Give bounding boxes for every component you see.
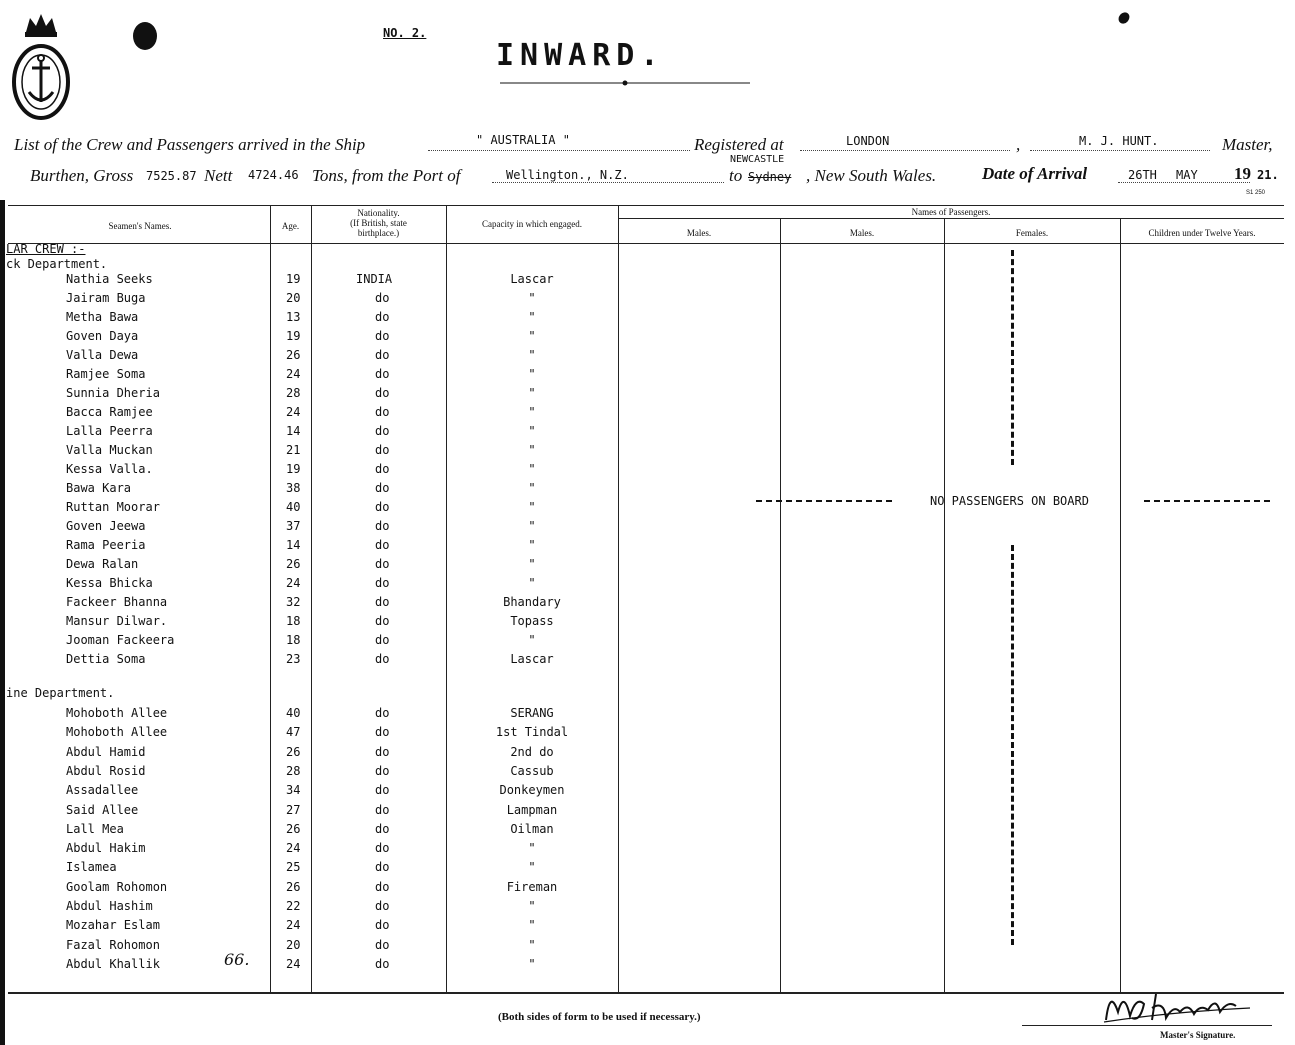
- seaman-capacity: ": [528, 405, 536, 419]
- seaman-nationality: do: [375, 367, 390, 381]
- seaman-name: Fazal Rohomon: [66, 938, 160, 952]
- seaman-name: Said Allee: [66, 803, 139, 817]
- ink-mark: [1116, 10, 1131, 26]
- seaman-nationality: do: [375, 764, 390, 778]
- section-crew: LAR CREW :-: [6, 242, 86, 256]
- signature-label: Master's Signature.: [1160, 1030, 1236, 1040]
- nationality-line-2: (If British, state: [350, 218, 407, 228]
- seaman-capacity: ": [528, 462, 536, 476]
- seaman-name: Goolam Rohomon: [66, 880, 168, 894]
- seaman-age: 19: [286, 329, 301, 343]
- arrival-year-prefix: 19: [1234, 164, 1251, 183]
- ship-field-line: [428, 150, 690, 151]
- seaman-capacity: ": [528, 500, 536, 514]
- seaman-nationality: do: [375, 519, 390, 533]
- seaman-capacity: ": [528, 386, 536, 400]
- seaman-capacity: Cassub: [510, 764, 554, 778]
- port-from: Wellington., N.Z.: [506, 168, 629, 182]
- seaman-name: Islamea: [66, 860, 117, 874]
- seaman-nationality: do: [375, 576, 390, 590]
- seaman-age: 24: [286, 841, 301, 855]
- col-divider-children: [1120, 218, 1121, 992]
- table-bottom-rule: [8, 992, 1284, 994]
- seaman-capacity: ": [528, 899, 536, 913]
- seaman-age: 20: [286, 938, 301, 952]
- seaman-age: 20: [286, 291, 301, 305]
- seaman-age: 24: [286, 918, 301, 932]
- gross-tonnage: 7525.87: [146, 169, 197, 183]
- table-header-rule: [8, 243, 1284, 244]
- seaman-capacity: Lascar: [510, 652, 554, 666]
- seaman-capacity: ": [528, 860, 536, 874]
- seaman-nationality: do: [375, 783, 390, 797]
- seaman-age: 18: [286, 614, 301, 628]
- seaman-nationality: do: [375, 557, 390, 571]
- seaman-age: 47: [286, 725, 301, 739]
- seaman-nationality: do: [375, 595, 390, 609]
- col-header-nationality: [311, 208, 446, 238]
- seaman-nationality: do: [375, 841, 390, 855]
- seaman-name: Abdul Rosid: [66, 764, 146, 778]
- seaman-capacity: ": [528, 538, 536, 552]
- seaman-capacity: ": [528, 329, 536, 343]
- col-header-females: Females.: [1015, 228, 1049, 238]
- seaman-name: Rama Peeria: [66, 538, 146, 552]
- seaman-age: 27: [286, 803, 301, 817]
- seaman-name: Lall Mea: [66, 822, 124, 836]
- no-passengers-note: NO PASSENGERS ON BOARD: [930, 494, 1089, 508]
- seaman-age: 18: [286, 633, 301, 647]
- col-header-age: Age.: [281, 221, 300, 231]
- to-label: to: [729, 166, 743, 185]
- females-dash-upper: [1011, 250, 1014, 465]
- seaman-age: 26: [286, 880, 301, 894]
- females-dash-lower: [1011, 545, 1014, 945]
- seaman-name: Ruttan Moorar: [66, 500, 160, 514]
- seaman-name: Valla Muckan: [66, 443, 153, 457]
- seaman-name: Mansur Dilwar.: [66, 614, 168, 628]
- seaman-name: Abdul Hashim: [66, 899, 153, 913]
- seaman-age: 24: [286, 957, 301, 971]
- seaman-age: 26: [286, 745, 301, 759]
- seaman-capacity: ": [528, 576, 536, 590]
- seaman-name: Sunnia Dheria: [66, 386, 160, 400]
- nett-tonnage: 4724.46: [248, 168, 299, 182]
- col-header-seamen: Seamen's Names.: [108, 221, 172, 231]
- seaman-capacity: SERANG: [510, 706, 554, 720]
- ink-blot: [133, 22, 157, 50]
- seaman-nationality: do: [375, 899, 390, 913]
- arrival-day: 26TH: [1128, 168, 1157, 182]
- seaman-age: 13: [286, 310, 301, 324]
- seaman-nationality: do: [375, 424, 390, 438]
- header-comma: ,: [1016, 135, 1021, 154]
- registered-at: LONDON: [846, 134, 890, 148]
- seaman-age: 26: [286, 822, 301, 836]
- seaman-nationality: do: [375, 822, 390, 836]
- seaman-nationality: do: [375, 652, 390, 666]
- form-number: NO. 2.: [383, 26, 427, 40]
- seaman-nationality: do: [375, 918, 390, 932]
- section-engine: ine Department.: [6, 686, 115, 700]
- seaman-name: Kessa Bhicka: [66, 576, 153, 590]
- title-ornament: [500, 80, 750, 86]
- seaman-nationality: do: [375, 291, 390, 305]
- seaman-name: Goven Daya: [66, 329, 139, 343]
- seaman-nationality: do: [375, 310, 390, 324]
- seaman-capacity: ": [528, 424, 536, 438]
- seaman-name: Bawa Kara: [66, 481, 132, 495]
- seaman-name: Mozahar Eslam: [66, 918, 160, 932]
- seaman-name: Dettia Soma: [66, 652, 146, 666]
- left-margin-bar: [0, 200, 5, 1045]
- col-divider-nationality: [311, 205, 312, 992]
- seaman-nationality: do: [375, 348, 390, 362]
- seaman-name: Jooman Fackeera: [66, 633, 175, 647]
- section-deck: ck Department.: [6, 257, 108, 271]
- col-header-passengers: Names of Passengers.: [911, 207, 991, 217]
- passengers-subhead-rule: [618, 218, 1284, 219]
- seaman-name: Bacca Ramjee: [66, 405, 153, 419]
- shipping-office-seal: [10, 10, 72, 122]
- seaman-capacity: 1st Tindal: [495, 725, 569, 739]
- seaman-age: 24: [286, 576, 301, 590]
- seaman-age: 23: [286, 652, 301, 666]
- col-header-males-1: Males.: [686, 228, 712, 238]
- seaman-name: Jairam Buga: [66, 291, 146, 305]
- seaman-name: Nathia Seeks: [66, 272, 153, 286]
- port-to-typed: NEWCASTLE: [730, 154, 785, 165]
- form-code: S1 250: [1246, 190, 1266, 196]
- col-header-children: Children under Twelve Years.: [1148, 228, 1256, 238]
- seaman-age: 40: [286, 706, 301, 720]
- arrival-field-line: [1118, 182, 1250, 183]
- seaman-capacity: ": [528, 291, 536, 305]
- master-field-line: [1030, 150, 1210, 151]
- seaman-nationality: do: [375, 803, 390, 817]
- seaman-age: 28: [286, 764, 301, 778]
- seaman-age: 24: [286, 367, 301, 381]
- seaman-nationality: do: [375, 725, 390, 739]
- seaman-age: 34: [286, 783, 301, 797]
- seaman-name: Abdul Khallik: [66, 957, 160, 971]
- seaman-capacity: Oilman: [510, 822, 554, 836]
- col-divider-passengers: [618, 205, 619, 992]
- master-name: M. J. HUNT.: [1079, 134, 1159, 148]
- seaman-capacity: ": [528, 938, 536, 952]
- seaman-age: 14: [286, 424, 301, 438]
- seaman-name: Kessa Valla.: [66, 462, 153, 476]
- seaman-capacity: ": [528, 519, 536, 533]
- seaman-nationality: do: [375, 500, 390, 514]
- seaman-name: Dewa Ralan: [66, 557, 139, 571]
- seaman-capacity: ": [528, 443, 536, 457]
- port-to-struck: Sydney: [748, 170, 792, 184]
- seaman-nationality: do: [375, 386, 390, 400]
- seaman-name: Abdul Hamid: [66, 745, 146, 759]
- seaman-capacity: Lampman: [506, 803, 558, 817]
- seaman-name: Goven Jeewa: [66, 519, 146, 533]
- seaman-capacity: Fireman: [506, 880, 558, 894]
- seaman-age: 24: [286, 405, 301, 419]
- males-dash: [756, 500, 892, 502]
- seaman-nationality: do: [375, 329, 390, 343]
- col-divider-age: [270, 205, 271, 992]
- master-signature: [1100, 982, 1260, 1026]
- seaman-name: Ramjee Soma: [66, 367, 146, 381]
- seaman-capacity: ": [528, 918, 536, 932]
- seaman-name: Fackeer Bhanna: [66, 595, 168, 609]
- arrival-label: Date of Arrival: [982, 164, 1088, 183]
- signature-line: [1022, 1025, 1272, 1026]
- seaman-capacity: 2nd do: [510, 745, 554, 759]
- seaman-age: 19: [286, 272, 301, 286]
- seaman-capacity: ": [528, 348, 536, 362]
- seaman-age: 14: [286, 538, 301, 552]
- footer-note: (Both sides of form to be used if necessary.): [498, 1011, 701, 1023]
- seaman-nationality: INDIA: [356, 272, 393, 286]
- registered-field-line: [800, 150, 1010, 151]
- children-dash: [1144, 500, 1270, 502]
- seaman-age: 22: [286, 899, 301, 913]
- seaman-nationality: do: [375, 957, 390, 971]
- nationality-line-3: birthplace.): [357, 228, 400, 238]
- tons-label: Tons, from the Port of: [312, 166, 461, 185]
- seaman-nationality: do: [375, 706, 390, 720]
- seaman-name: Mohoboth Allee: [66, 725, 168, 739]
- seaman-name: Lalla Peerra: [66, 424, 153, 438]
- seaman-age: 38: [286, 481, 301, 495]
- seaman-age: 28: [286, 386, 301, 400]
- seaman-nationality: do: [375, 538, 390, 552]
- seaman-capacity: ": [528, 957, 536, 971]
- form-title: INWARD.: [496, 38, 665, 73]
- master-label: Master,: [1222, 135, 1273, 154]
- seaman-nationality: do: [375, 880, 390, 894]
- seaman-capacity: Bhandary: [503, 595, 561, 609]
- seaman-age: 21: [286, 443, 301, 457]
- seaman-age: 19: [286, 462, 301, 476]
- seaman-nationality: do: [375, 938, 390, 952]
- ship-name: " AUSTRALIA ": [476, 133, 570, 147]
- seaman-capacity: ": [528, 367, 536, 381]
- arrival-month: MAY: [1176, 168, 1198, 182]
- seaman-age: 40: [286, 500, 301, 514]
- nett-label: Nett: [204, 166, 233, 185]
- nsw-label: , New South Wales.: [806, 166, 937, 185]
- seaman-nationality: do: [375, 745, 390, 759]
- seaman-nationality: do: [375, 405, 390, 419]
- seaman-capacity: Topass: [510, 614, 554, 628]
- seaman-name: Valla Dewa: [66, 348, 139, 362]
- seaman-capacity: ": [528, 633, 536, 647]
- seaman-name: Assadallee: [66, 783, 139, 797]
- seaman-name: Abdul Hakim: [66, 841, 146, 855]
- seaman-capacity: Donkeymen: [499, 783, 565, 797]
- seaman-capacity: Lascar: [510, 272, 554, 286]
- seaman-capacity: ": [528, 557, 536, 571]
- seaman-capacity: ": [528, 841, 536, 855]
- margin-note: 66.: [224, 950, 250, 969]
- line1-prefix: List of the Crew and Passengers arrived in the Ship: [14, 135, 366, 154]
- seaman-capacity: ": [528, 310, 536, 324]
- col-header-males-2: Males.: [849, 228, 875, 238]
- seaman-age: 37: [286, 519, 301, 533]
- table-top-rule: [8, 205, 1284, 206]
- seaman-nationality: do: [375, 633, 390, 647]
- seaman-name: Metha Bawa: [66, 310, 139, 324]
- seaman-age: 25: [286, 860, 301, 874]
- seaman-age: 26: [286, 348, 301, 362]
- seaman-name: Mohoboth Allee: [66, 706, 168, 720]
- seaman-nationality: do: [375, 462, 390, 476]
- registered-label: Registered at: [694, 135, 784, 154]
- seaman-nationality: do: [375, 614, 390, 628]
- port-field-line: [492, 182, 724, 183]
- col-header-capacity: Capacity in which engaged.: [482, 219, 582, 229]
- seaman-age: 26: [286, 557, 301, 571]
- arrival-year-suffix: 21.: [1257, 168, 1279, 182]
- seaman-nationality: do: [375, 860, 390, 874]
- seaman-nationality: do: [375, 443, 390, 457]
- col-divider-males2: [780, 218, 781, 992]
- col-divider-females: [944, 218, 945, 992]
- seaman-capacity: ": [528, 481, 536, 495]
- seaman-age: 32: [286, 595, 301, 609]
- burthen-label: Burthen, Gross: [30, 166, 134, 185]
- nationality-line-1: Nationality.: [357, 208, 400, 218]
- header-line-1: [14, 135, 365, 155]
- seaman-nationality: do: [375, 481, 390, 495]
